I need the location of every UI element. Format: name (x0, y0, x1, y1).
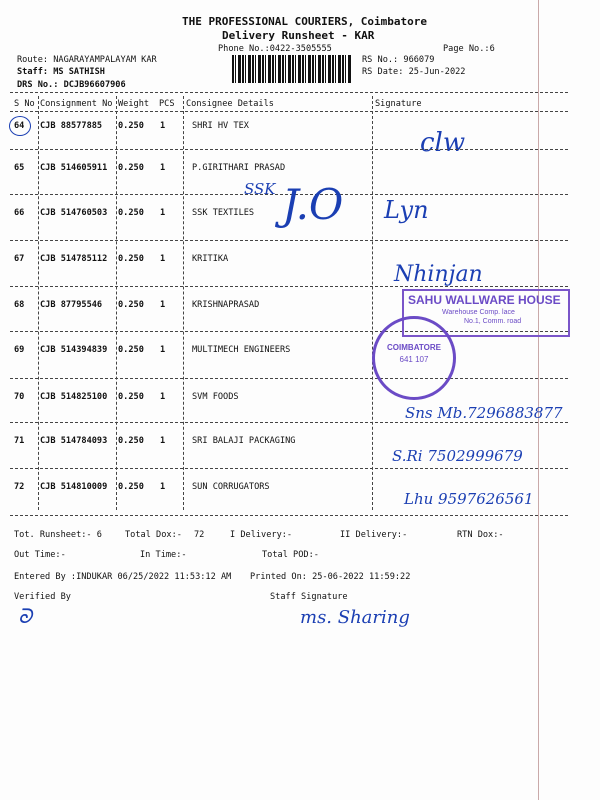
seal-pin: 641 107 (399, 355, 429, 364)
col-header-pcs: PCS (159, 99, 175, 109)
row-consignment: CJB 514810009 (40, 482, 108, 492)
staff: Staff: MS SATHISH (17, 67, 105, 77)
col-divider (183, 96, 184, 510)
row-consignment: CJB 88577885 (40, 121, 103, 131)
row-weight: 0.250 (118, 163, 144, 173)
header-rule (10, 111, 568, 112)
row-consignment: CJB 514605911 (40, 163, 108, 173)
company-seal (372, 316, 456, 400)
row-consignee: KRITIKA (192, 254, 229, 264)
row-sno: 68 (14, 300, 25, 310)
row-consignment: CJB 514784093 (40, 436, 108, 446)
row-weight: 0.250 (118, 300, 144, 310)
row-signature: Sns Mb.7296883877 (405, 404, 563, 422)
row-consignee: SRI BALAJI PACKAGING (192, 436, 296, 446)
row-sno: 64 (14, 121, 25, 131)
printed-on: Printed On: 25-06-2022 11:59:22 (250, 572, 411, 582)
row-sno: 70 (14, 392, 25, 402)
col-header-consignment: Consignment No (40, 99, 113, 109)
row-sno: 72 (14, 482, 25, 492)
row-pcs: 1 (160, 254, 166, 264)
col-header-weight: Weight (118, 99, 150, 109)
out-time: Out Time:- (14, 550, 66, 560)
row-consignee: P.GIRITHARI PRASAD (192, 163, 286, 173)
row-sno: 69 (14, 345, 25, 355)
tot-runsheet: Tot. Runsheet:- 6 (14, 530, 102, 540)
entered-by: Entered By :INDUKAR 06/25/2022 11:53:12 AM (14, 572, 232, 582)
row-weight: 0.250 (118, 345, 144, 355)
row-pcs: 1 (160, 208, 166, 218)
staff-signature-ink: ms. Sharing (300, 607, 410, 628)
row-sno: 71 (14, 436, 25, 446)
row-consignee: MULTIMECH ENGINEERS (192, 345, 291, 355)
stamp-line2: Warehouse Comp. lace (442, 309, 515, 316)
row-consignee: SVM FOODS (192, 392, 239, 402)
row-weight: 0.250 (118, 482, 144, 492)
row-divider (10, 378, 568, 379)
drs-number: DRS No.: DCJB96607906 (17, 80, 126, 90)
row-consignment: CJB 87795546 (40, 300, 103, 310)
row-divider (10, 149, 568, 150)
row-weight: 0.250 (118, 121, 144, 131)
stamp-line3: No.1, Comm. road (464, 318, 522, 325)
col-header-signature: Signature (375, 99, 422, 109)
row-sno: 67 (14, 254, 25, 264)
table-top-rule (10, 92, 568, 93)
row-weight: 0.250 (118, 436, 144, 446)
row-sno: 66 (14, 208, 25, 218)
row-signature: S.Ri 7502999679 (392, 447, 523, 465)
col-divider (38, 96, 39, 510)
verifier-signature: ᘐ (18, 604, 33, 628)
row-pcs: 1 (160, 121, 166, 131)
ssk-handwriting: SSK (244, 180, 276, 198)
page-number: Page No.:6 (443, 44, 495, 54)
in-time: In Time:- (140, 550, 187, 560)
page-right-border (538, 0, 539, 800)
row-consignment: CJB 514760503 (40, 208, 108, 218)
row-pcs: 1 (160, 436, 166, 446)
phone-number: Phone No.:0422-3505555 (218, 44, 332, 54)
company-title: THE PROFESSIONAL COURIERS, Coimbatore (182, 15, 428, 28)
i-delivery: I Delivery:- (230, 530, 293, 540)
col-divider (116, 96, 117, 510)
rtn-dox: RTN Dox:- (457, 530, 504, 540)
row-consignment: CJB 514825100 (40, 392, 108, 402)
seal-text: COIMBATORE (387, 343, 441, 352)
row-signature: clw (420, 128, 466, 158)
row-pcs: 1 (160, 345, 166, 355)
stamp-line1: SAHU WALLWARE HOUSE (408, 293, 561, 307)
footer-rule (10, 515, 568, 516)
row-consignment: CJB 514785112 (40, 254, 108, 264)
row-weight: 0.250 (118, 392, 144, 402)
jo-handwriting: J.O (282, 180, 344, 229)
row-consignment: CJB 514394839 (40, 345, 108, 355)
row-weight: 0.250 (118, 254, 144, 264)
staff-signature-label: Staff Signature (270, 592, 348, 602)
row-signature: Lhu 9597626561 (404, 490, 534, 508)
col-header-consignee: Consignee Details (186, 99, 274, 109)
verified-by: Verified By (14, 592, 71, 602)
route: Route: NAGARAYAMPALAYAM KAR (17, 55, 157, 65)
rs-number: RS No.: 966079 (362, 55, 435, 65)
row-signature: Lyn (384, 196, 429, 224)
row-divider (10, 240, 568, 241)
row-pcs: 1 (160, 392, 166, 402)
ii-delivery: II Delivery:- (340, 530, 408, 540)
row-signature: Nhinjan (394, 262, 483, 287)
row-consignee: SHRI HV TEX (192, 121, 249, 131)
col-divider (372, 96, 373, 510)
rs-date: RS Date: 25-Jun-2022 (362, 67, 466, 77)
row-pcs: 1 (160, 300, 166, 310)
row-consignee: KRISHNAPRASAD (192, 300, 260, 310)
row-consignee: SSK TEXTILES (192, 208, 255, 218)
row-consignee: SUN CORRUGATORS (192, 482, 270, 492)
row-divider (10, 468, 568, 469)
row-pcs: 1 (160, 163, 166, 173)
row-pcs: 1 (160, 482, 166, 492)
row-sno: 65 (14, 163, 25, 173)
row-divider (10, 422, 568, 423)
total-pod: Total POD:- (262, 550, 319, 560)
circle-mark (9, 116, 31, 136)
runsheet-title: Delivery Runsheet - KAR (222, 29, 375, 42)
barcode (232, 55, 352, 83)
row-divider (10, 286, 568, 287)
total-dox-value: 72 (194, 530, 205, 540)
total-dox-label: Total Dox:- (125, 530, 182, 540)
col-header-sno: S No (14, 99, 35, 109)
row-weight: 0.250 (118, 208, 144, 218)
